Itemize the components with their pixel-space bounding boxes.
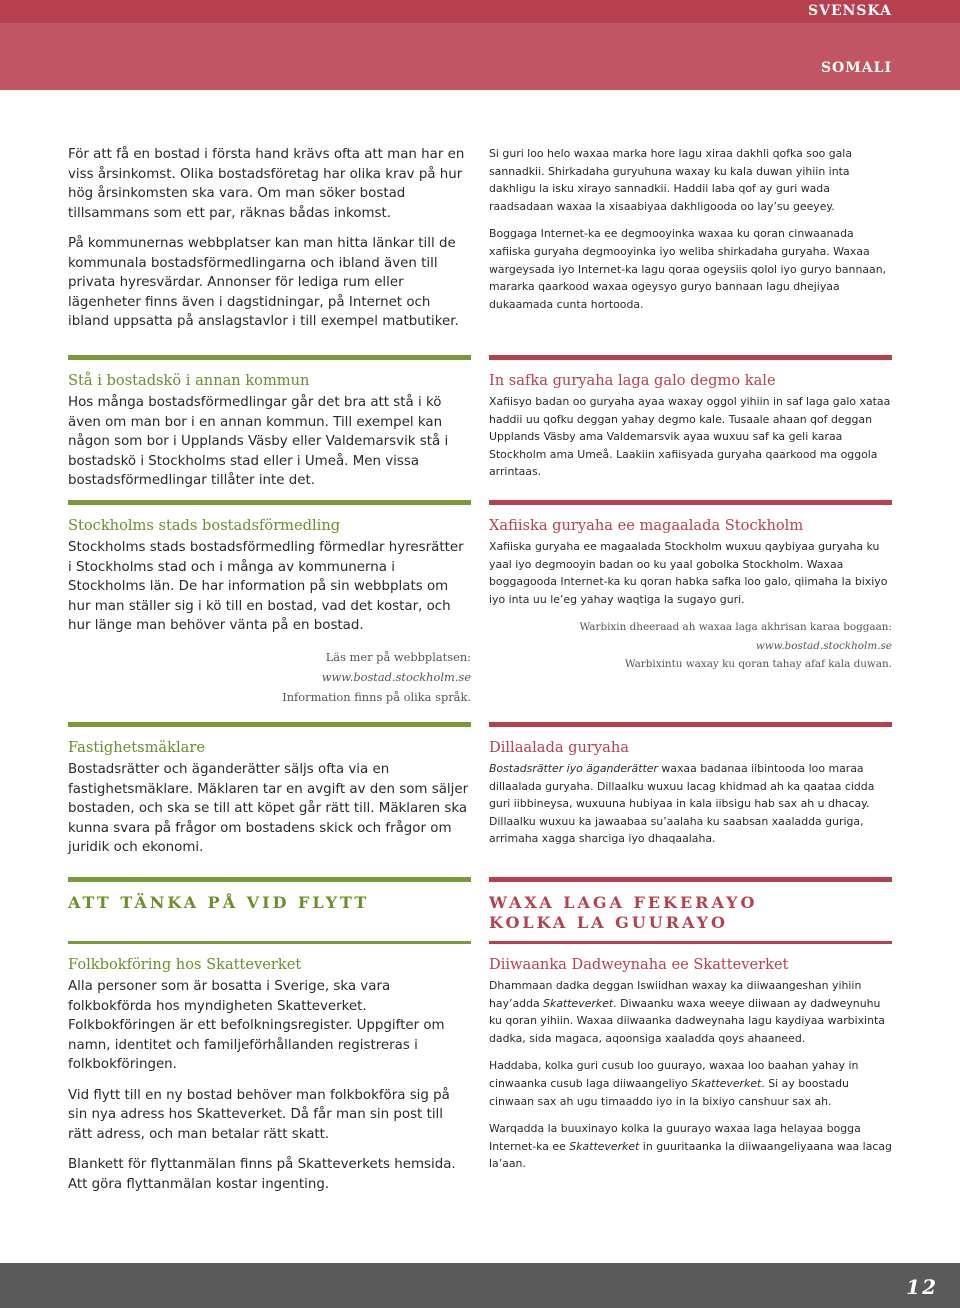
so-intro-p1: Si guri loo helo waxaa marka hore lagu xiraa dakhli qofka soo gala sannadkii. Shirkadaha guryuhuna waxay ku kala duwan yihiin inta dakhligu la isku xirayo sannadkii. Haddii laba qof ay guri wada raadsadaan waxaa la xisaabiyaa dakhligooda oo lay’su geeyey. (489, 147, 853, 213)
so-moving-title-1: WAXA LAGA FEKERAYO (489, 893, 758, 912)
section-rule (68, 500, 471, 505)
sv-moving-section (68, 877, 471, 1205)
language-label-svenska: SVENSKA (807, 3, 892, 19)
so-agents-heading: Dillaalada guryaha (489, 739, 629, 756)
sv-note-lang: Information finns på olika språk. (282, 689, 471, 704)
text-run: . Si ay boostadu cinwaan sax ah ugu timaaddo iyo in la bixiyo canshuur sax ah. (489, 1076, 849, 1108)
sv-queue-heading: Stå i bostadskö i annan kommun (68, 372, 310, 389)
so-intro (489, 145, 892, 323)
so-queue-heading: In safka guryaha laga galo degmo kale (489, 372, 776, 389)
so-moving-p1 (489, 977, 892, 1047)
header-band-somali (0, 23, 960, 90)
so-note-label: Warbixin dheeraad ah waxaa laga akhrisan karaa boggaan: (579, 621, 892, 634)
so-note-url[interactable]: www.bostad.stockholm.se (755, 639, 892, 652)
section-rule (489, 500, 892, 505)
so-moving-p3 (489, 1120, 892, 1173)
so-agents-p1 (489, 760, 892, 848)
sv-note-label: Läs mer på webbplatsen: (325, 649, 471, 664)
so-moving-p2 (489, 1057, 892, 1110)
sv-intro (68, 145, 471, 343)
sv-agents-p1: Bostadsrätter och äganderätter säljs ofta via en fastighetsmäklare. Mäklaren tar en avgift av den som säljer bostaden, och ska se till att köpet går rätt till. Mäklaren ska kunna svara på frågor om bostadens skick och frågor om juridik och ekonomi. (68, 762, 469, 855)
sv-moving-p3: Blankett för flyttanmälan finns på Skatteverkets hemsida. Att göra flyttanmälan kostar ingenting. (68, 1157, 456, 1192)
section-rule (68, 877, 471, 882)
so-moving-title-2: KOLKA LA GUURAYO (489, 913, 728, 932)
text-run: Haddaba, kolka guri cusub loo guurayo, waxaa loo baahan yahay in cinwaanka cusub laga diiwaangeliyo (489, 1059, 859, 1090)
header-band-svenska (0, 0, 960, 23)
so-moving-section (489, 877, 892, 1183)
section-rule (68, 722, 471, 727)
sv-stockholm-heading: Stockholms stads bostadsförmedling (68, 517, 341, 534)
so-agents-rest: waxaa badanaa iibintooda loo maraa dillaalada guryaha. Dillaalku wuxuu lacag khidmad ah ka qaataa cidda guri iibbineysa, wuxuuna hubiyaa in kala iibsigu hab sax ah u dhacay. Dillaalku wuxuu ka jawaabaa su’aalaha ku saabsan xaaladda guriga, arrimaha xagga sharciga iyo dhaqaalaha. (489, 762, 875, 846)
sv-intro-p1: För att få en bostad i första hand krävs ofta att man har en viss årsinkomst. Olika bostadsföretag har olika krav på hur hög årsinkomsten ska vara. Om man söker bostad tillsammans som ett par, räknas bådas inkomst. (68, 147, 465, 221)
sv-agents-section (68, 722, 471, 869)
so-note-lang: Warbixintu waxay ku qoran tahay afaf kala duwan. (624, 658, 892, 671)
so-agents-italic: Bostadsrätter iyo äganderätter (489, 762, 658, 775)
sv-queue-p1: Hos många bostadsförmedlingar går det bra att stå i kö även om man bor i en annan kommun. Till exempel kan någon som bor i Upplands Väsby eller Valdemarsvik stå i bostadskö i Stockholms stad eller i Umeå. Men vissa bostadsförmedlingar tillåter inte det. (68, 395, 449, 488)
section-rule (489, 355, 892, 360)
so-stockholm-section (489, 500, 892, 674)
sv-stockholm-p1: Stockholms stads bostadsförmedling förmedlar hyresrätter i Stockholms stad och i många av kommunerna i Stockholms län. De har information på sin webbplats om hur man ställer sig i kö till en bostad, vad det kostar, och hur länge man behöver vänta på en bostad. (68, 540, 464, 633)
sv-stockholm-section (68, 500, 471, 707)
sv-stockholm-note (68, 647, 471, 707)
so-moving-heading: Diiwaanka Dadweynaha ee Skatteverket (489, 956, 789, 973)
section-rule (489, 722, 892, 727)
footer-bar (0, 1263, 960, 1308)
so-queue-section (489, 355, 892, 491)
section-rule (489, 941, 892, 944)
section-rule (68, 941, 471, 944)
page-number: 12 (906, 1275, 938, 1299)
section-rule (68, 355, 471, 360)
sv-note-url[interactable]: www.bostad.stockholm.se (321, 669, 471, 684)
text-run: Dhammaan dadka deggan Iswiidhan waxay ka diiwaangeshan yihiin hay’adda (489, 979, 862, 1010)
so-stockholm-p1: Xafiiska guryaha ee magaalada Stockholm wuxuu qaybiyaa guryaha ku yaal iyo degmooyin badan oo ku yaal gobolka Stockholm. Waxaa boggagooda Internet-ka ku qoran habka safka loo galo, qiimaha la bixiyo iyo inta uu le’eg yahay waqtiga la sugayo guri. (489, 540, 888, 606)
text-run-italic: Skatteverket (543, 996, 614, 1010)
sv-intro-p2: På kommunernas webbplatser kan man hitta länkar till de kommunala bostadsförmedlingarna och ibland även till privata hyresvärdar. Annonser för lediga rum eller lägenheter finns även i dagstidningar, på Internet och ibland uppsatta på anslagstavlor i till exempel matbutiker. (68, 236, 459, 329)
sv-moving-p1: Alla personer som är bosatta i Sverige, ska vara folkbokförda hos myndigheten Skatteverket. Folkbokföringen är ett befolkningsregister. Uppgifter om namn, identitet och familjeförhållanden registreras i folkbokföringen. (68, 979, 445, 1072)
sv-moving-title: ATT TÄNKA PÅ VID FLYTT (68, 893, 370, 912)
so-stockholm-heading: Xafiiska guryaha ee magaalada Stockholm (489, 517, 804, 534)
text-run: Warqadda la buuxinayo kolka la guurayo waxaa laga helayaa bogga Internet-ka ee (489, 1122, 861, 1153)
so-intro-p2: Boggaga Internet-ka ee degmooyinka waxaa ku qoran cinwaanada xafiiska guryaha degmooyinka iyo weliba shirkadaha guryaha. Waxaa wargeysada iyo Internet-ka lagu qoraa ogeysiis qolol iyo guryo bannaan, mararka qaarkood waxaa ogeysyo guryo bannaan lagu dhejiyaa dukaamada cunta hortooda. (489, 227, 887, 311)
sv-moving-heading: Folkbokföring hos Skatteverket (68, 956, 302, 973)
so-agents-section (489, 722, 892, 858)
text-run-italic: Skatteverket (691, 1076, 762, 1090)
text-run-italic: Skatteverket (569, 1139, 640, 1153)
section-rule (489, 877, 892, 882)
so-stockholm-note (489, 618, 892, 674)
text-run: . Diwaanku waxa weeye diiwaan ay dadweynuhu ku qoran yihiin. Waxaa diiwaanka dadweynaha lagu kaydiyaa warbixinta dadka, sida magaca, aqoonsiga xaaladda qoys ahaaneed. (489, 996, 885, 1045)
sv-agents-heading: Fastighetsmäklare (68, 739, 205, 756)
language-label-somali: SOMALI (820, 60, 892, 76)
sv-moving-p2: Vid flytt till en ny bostad behöver man folkbokföra sig på sin nya adress hos Skatteverket. Då får man sin post till rätt adress, och man betalar rätt skatt. (68, 1087, 450, 1142)
text-run: in guuritaanka la diiwaangeliyaana waa lacag la’aan. (489, 1139, 892, 1171)
sv-queue-section (68, 355, 471, 502)
so-queue-p1: Xafiisyo badan oo guryaha ayaa waxay oggol yihiin in saf laga galo xataa haddii uu qofku deggan yahay degmo kale. Tusaale ahaan qof deggan Upplands Väsby ama Valdemarsvik ayaa wuxuu saf ka geli karaa Stockholm ama Umeå. Laakiin xafiisyada guryaha qaarkood ma oggola arrintaas. (489, 395, 891, 479)
